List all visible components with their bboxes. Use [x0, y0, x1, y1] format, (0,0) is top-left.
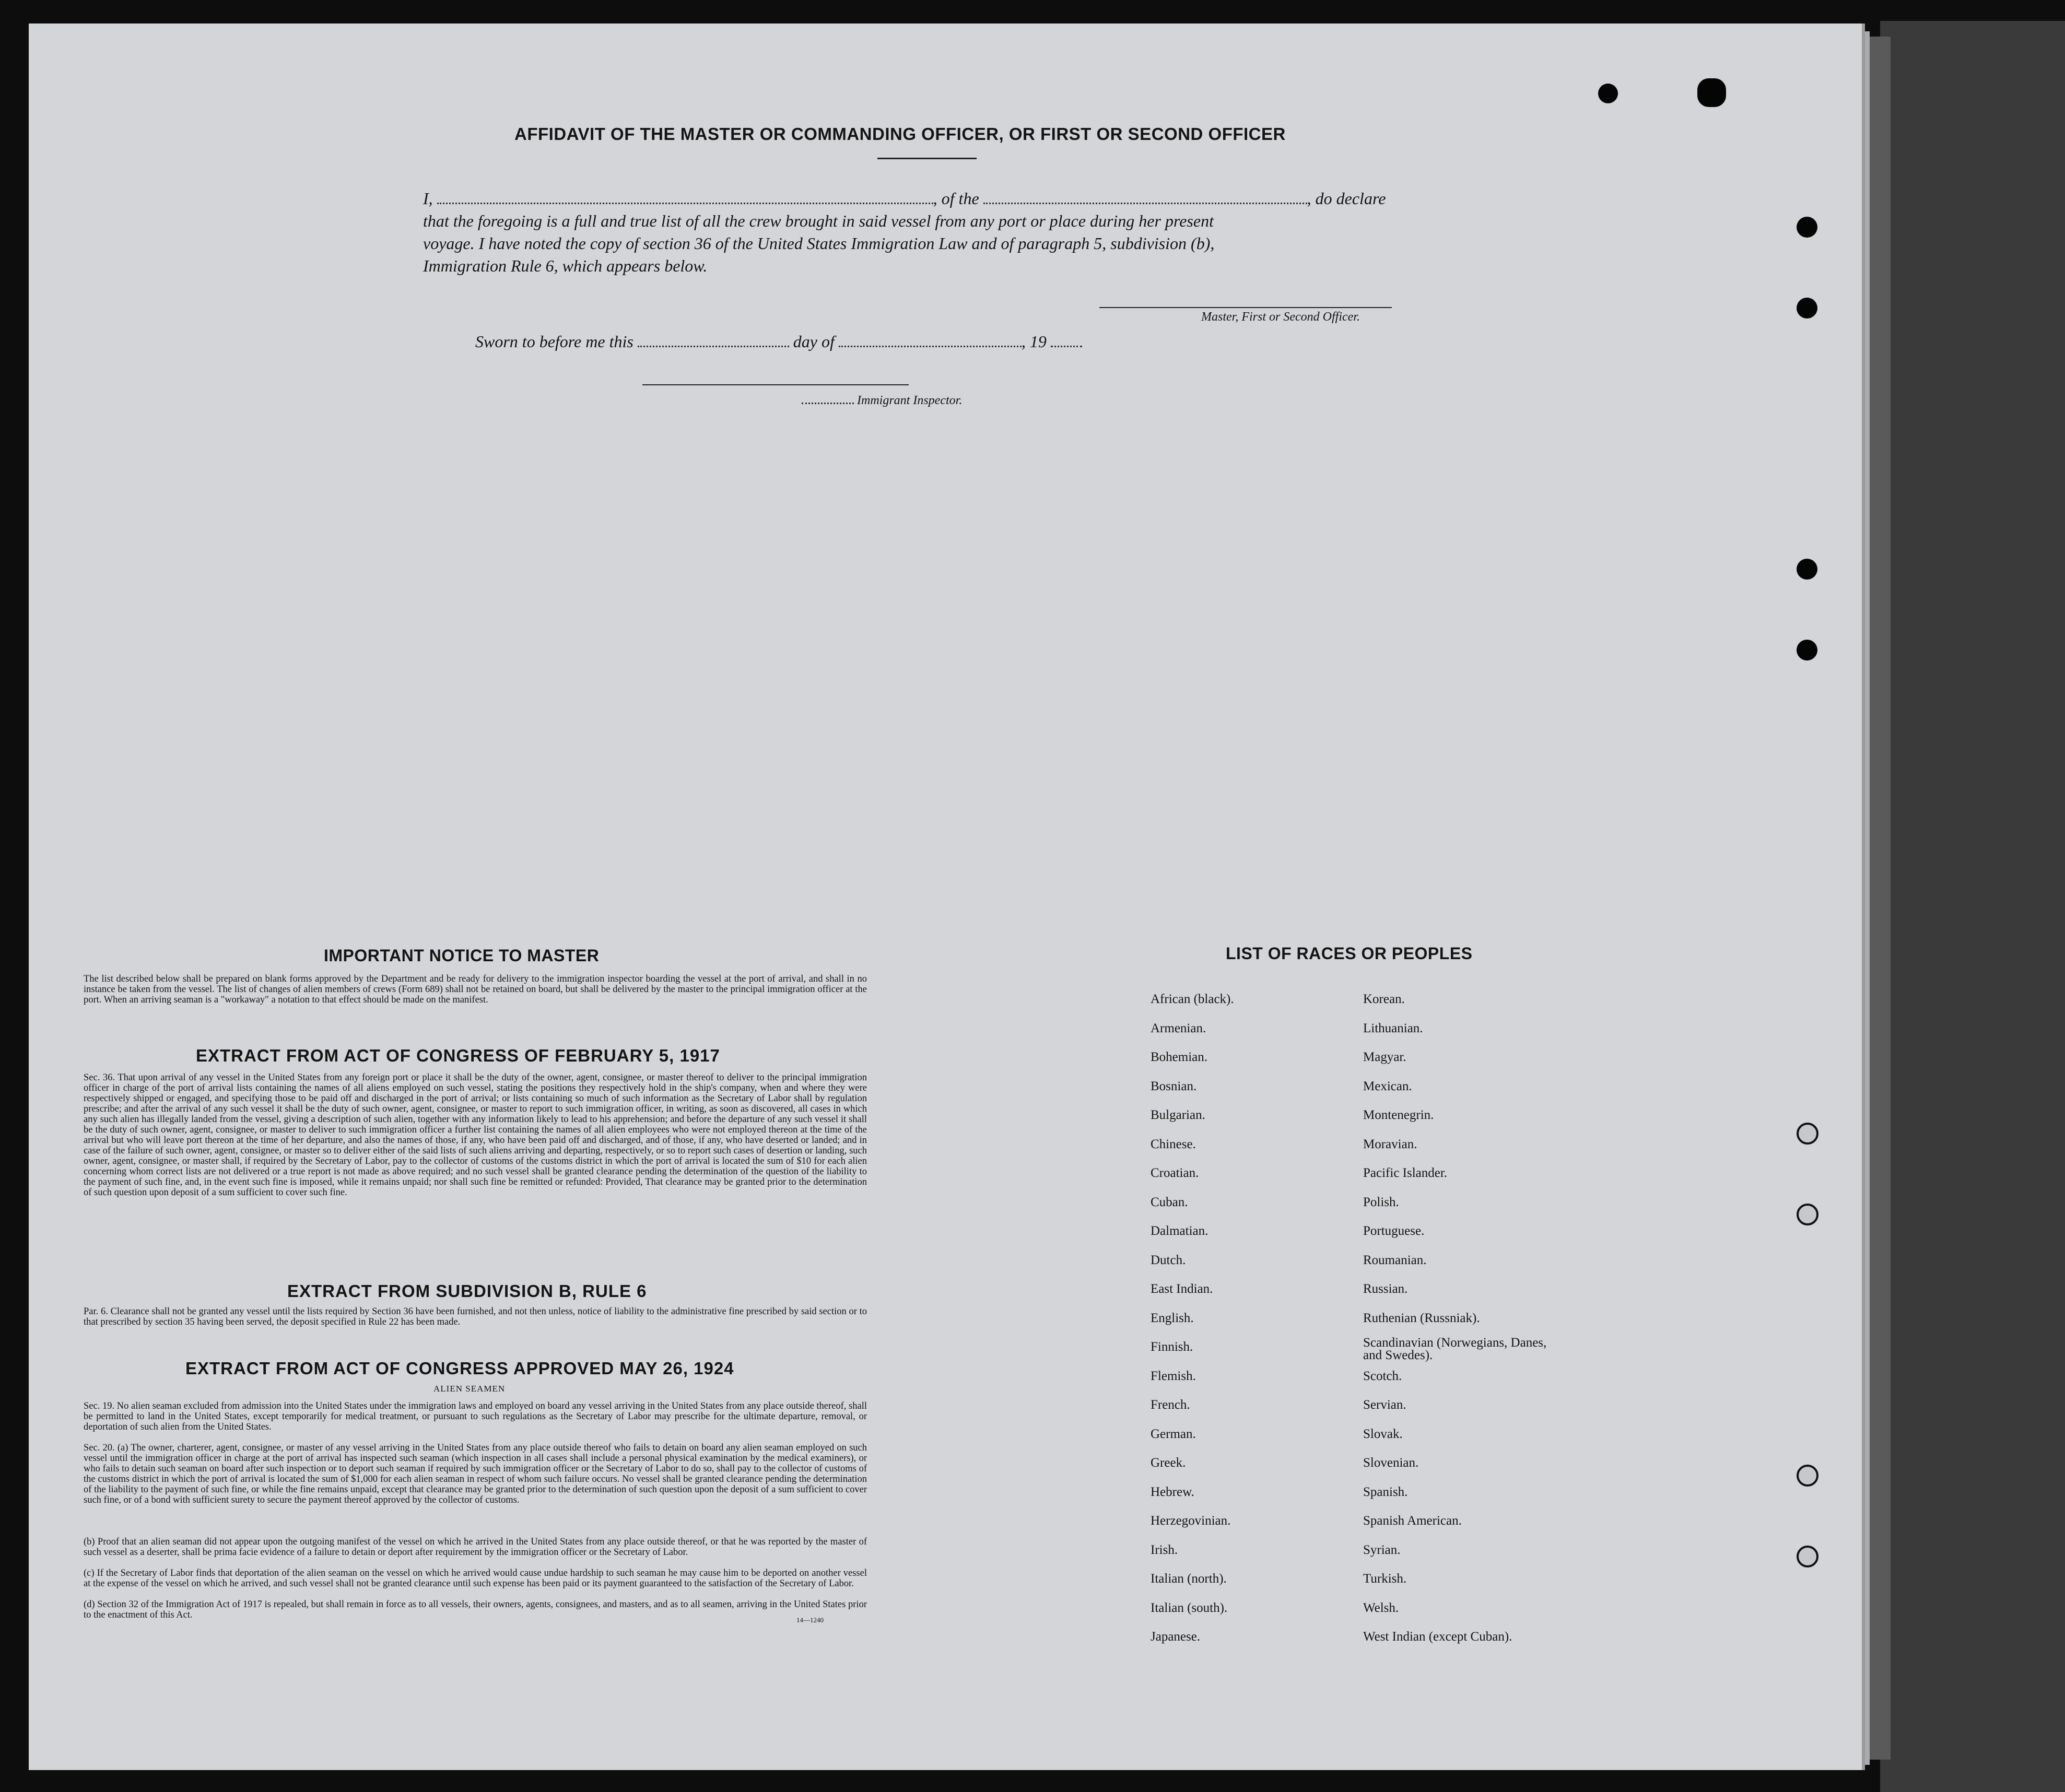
race-item: Mexican.: [1363, 1079, 1412, 1093]
affidavit-line-1: [423, 189, 1386, 208]
race-item: Syrian.: [1363, 1542, 1401, 1557]
races-title: LIST OF RACES OR PEOPLES: [1226, 944, 1473, 963]
race-item: German.: [1151, 1426, 1196, 1441]
affidavit-line-4: Immigration Rule 6, which appears below.: [423, 256, 708, 275]
affidavit-i: I,: [423, 189, 433, 208]
race-item: Pacific Islander.: [1363, 1166, 1448, 1180]
binder-hole: [1797, 1123, 1818, 1145]
race-item: Polish.: [1363, 1195, 1399, 1209]
binder-hole: [1598, 84, 1618, 103]
race-item: Irish.: [1151, 1542, 1178, 1557]
race-item: Slovak.: [1363, 1426, 1403, 1441]
affidavit-do-declare: , do declare: [1307, 189, 1386, 208]
race-item: French.: [1151, 1398, 1190, 1412]
inspector-signature-line[interactable]: [642, 384, 909, 385]
race-item: Slovenian.: [1363, 1456, 1419, 1470]
race-item: Armenian.: [1151, 1021, 1206, 1035]
binder-hole: [1797, 1204, 1818, 1225]
year-prefix: , 19: [1021, 332, 1047, 351]
race-item: Spanish American.: [1363, 1514, 1462, 1528]
race-item: Italian (north).: [1151, 1572, 1227, 1586]
notice-title: IMPORTANT NOTICE TO MASTER: [324, 946, 600, 965]
binder-hole: [1797, 217, 1817, 238]
race-item: Bohemian.: [1151, 1050, 1208, 1064]
race-item: Bosnian.: [1151, 1079, 1197, 1093]
binder-hole: [1797, 298, 1817, 319]
sworn-year-field[interactable]: [1051, 344, 1082, 347]
sec-20c-text: (c) If the Secretary of Labor finds that deportation of the alien seaman on the vessel on which he arrived would cause undue hardship to such seaman he may cause him to be deported on another vessel at the expense of the vessel on which he arrived, and such vessel shall not be granted clearance until such expense has been paid or its payment guaranteed to the satisfaction of the Secretary of Labor.: [84, 1568, 867, 1589]
race-item: Bulgarian.: [1151, 1108, 1205, 1122]
affidavit-line-2: that the foregoing is a full and true list of all the crew brought in said vessel from any port or place during her present: [423, 211, 1214, 230]
sworn-day-field[interactable]: [638, 344, 789, 347]
race-item: Japanese.: [1151, 1630, 1201, 1644]
race-item: West Indian (except Cuban).: [1363, 1630, 1512, 1644]
title-underline: [877, 158, 977, 159]
race-item: East Indian.: [1151, 1282, 1213, 1296]
race-item: Scotch.: [1363, 1369, 1402, 1383]
race-item: Korean.: [1363, 992, 1405, 1006]
day-of-text: day of: [793, 332, 835, 351]
race-item: Lithuanian.: [1363, 1021, 1423, 1035]
binder-hole: [1797, 559, 1817, 580]
notice-body: The list described below shall be prepared on blank forms approved by the Department and be ready for delivery to the immigration inspector boarding the vessel at the port of arrival, and shall in no instance be taken from the vessel. The list of changes of alien members of crews (Form 689) shall not be retained on board, but shall be delivered by the master to the principal immigration officer at the port. When an arriving seaman is a "workaway" a notation to that effect should be made on the manifest.: [84, 974, 867, 1005]
alien-seamen-subtitle: ALIEN SEAMEN: [433, 1384, 506, 1394]
sec-20b-text: (b) Proof that an alien seaman did not appear upon the outgoing manifest of the vessel on which he arrived in the United States from any place outside thereof, or that he was reported by the master of such vessel as a deserter, shall be prima facie evidence of a failure to detain or deport after requirement by the immigration officer or the Secretary of Labor.: [84, 1537, 867, 1558]
extract-rule6-body: Par. 6. Clearance shall not be granted any vessel until the lists required by Section 36 have been furnished, and not then unless, notice of liability to the administrative fine prescribed by said section or to that prescribed by section 35 having been served, the deposit specified in Rule 22 has been made.: [84, 1306, 867, 1327]
officer-name-field[interactable]: [437, 201, 933, 204]
race-item: Dutch.: [1151, 1253, 1186, 1267]
race-item: Turkish.: [1363, 1572, 1407, 1586]
race-item: Chinese.: [1151, 1137, 1196, 1151]
vessel-name-field[interactable]: [983, 201, 1307, 204]
race-item: Roumanian.: [1363, 1253, 1427, 1267]
sec-19-text: Sec. 19. No alien seaman excluded from admission into the United States under the immigration laws and employed on board any vessel arriving in the United States from any place outside thereof, shall be permitted to land in the United States, except temporarily for medical treatment, or pursuant to such regulations as the Secretary of Labor may prescribe for the ultimate departure, removal, or deportation of such alien from the United States.: [84, 1401, 867, 1432]
race-item: African (black).: [1151, 992, 1234, 1006]
document-page: [29, 23, 1865, 1770]
binder-hole: [1697, 78, 1726, 107]
extract-rule6-title: EXTRACT FROM SUBDIVISION B, RULE 6: [287, 1281, 647, 1301]
race-item: Croatian.: [1151, 1166, 1199, 1180]
extract-1924-title: EXTRACT FROM ACT OF CONGRESS APPROVED MAY 26, 1924: [185, 1359, 734, 1378]
binder-hole: [1797, 1546, 1818, 1567]
race-item: Welsh.: [1363, 1600, 1399, 1615]
race-item: Finnish.: [1151, 1340, 1193, 1354]
sec-20a-text: Sec. 20. (a) The owner, charterer, agent, consignee, or master of any vessel arriving in the United States from any place outside thereof who fails to detain on board any alien seaman employed on such vessel until the immigration officer in charge at the port of arrival has inspected such seaman (which inspection in all cases shall include a personal physical examination by the medical examiners), or who fails to detain such seaman on board after such inspection or to deport such seaman if required by such immigration officer or the Secretary of Labor to do so, shall pay to the collector of customs of the customs district in which the port of arrival is located the sum of $1,000 for each alien seaman in respect of whom such failure occurs. No vessel shall be granted clearance pending the determination of the liability to the payment of such fine, or while the fine remains unpaid, except that clearance may be granted prior to the determination of such question upon the deposit of a sum sufficient to cover such fine, or of a bond with sufficient surety to secure the payment thereof approved by the collector of customs.: [84, 1443, 867, 1505]
race-item: Servian.: [1363, 1398, 1406, 1412]
race-item: Moravian.: [1363, 1137, 1417, 1151]
extract-1917-title: EXTRACT FROM ACT OF CONGRESS OF FEBRUARY 5, 1917: [196, 1046, 720, 1065]
race-item: Herzegovinian.: [1151, 1514, 1231, 1528]
binder-hole: [1797, 640, 1817, 661]
binder-edge: [1880, 21, 2065, 1792]
race-item: Italian (south).: [1151, 1600, 1228, 1615]
race-item: Spanish.: [1363, 1484, 1408, 1499]
race-item: Montenegrin.: [1363, 1108, 1434, 1122]
race-item: Magyar.: [1363, 1050, 1406, 1064]
race-item: Cuban.: [1151, 1195, 1188, 1209]
race-item: Russian.: [1363, 1282, 1408, 1296]
sworn-month-field[interactable]: [839, 344, 1022, 347]
binder-hole: [1797, 1465, 1818, 1487]
affidavit-title: AFFIDAVIT OF THE MASTER OR COMMANDING OFFICER, OR FIRST OR SECOND OFFICER: [514, 124, 1286, 144]
master-signature-line[interactable]: [1099, 307, 1392, 308]
sworn-line: [475, 332, 1082, 351]
affidavit-of-the: , of the: [933, 189, 979, 208]
race-item: Hebrew.: [1151, 1484, 1194, 1499]
race-item: Greek.: [1151, 1456, 1186, 1470]
race-item: Ruthenian (Russniak).: [1363, 1311, 1480, 1325]
race-item: Flemish.: [1151, 1369, 1196, 1383]
master-signature-label: Master, First or Second Officer.: [1201, 310, 1360, 324]
extract-1917-body: Sec. 36. That upon arrival of any vessel in the United States from any foreign port or place it shall be the duty of the owner, agent, consignee, or master thereof to deliver to the principal immigration officer in charge of the port of arrival lists containing the names of all aliens employed on such vessel, stating the positions they respectively hold in the ship's company, when and where they were respectively shipped or engaged, and specifying those to be paid off and discharged in the port of arrival; or lists containing so much of such information as the Secretary of Labor shall by regulation prescribe; and after the arrival of any such vessel it shall be the duty of such owner, agent, consignee, or master to report to such immigration officer, in writing, as soon as discovered, all cases in which any such alien has illegally landed from the vessel, giving a description of such alien, together with any information likely to lead to his apprehension; and before the departure of any such vessel it shall be the duty of such owner, agent, consignee, or master to deliver to such immigration officer a further list containing the names of all alien employees who were not employed thereon at the time of the arrival but who will leave port thereon at the time of her departure, and also the names of those, if any, who have been paid off and discharged, and of those, if any, who have deserted or landed; and in case of the failure of such owner, agent, consignee, or master so to deliver either of the said lists of such aliens arriving and departing, respectively, or so to report such cases of desertion or landing, such owner, agent, consignee, or master shall, if required by the Secretary of Labor, pay to the collector of customs of the customs district in which the port of arrival is located the sum of $10 for each alien concerning whom correct lists are not delivered or a true report is not made as above required; and no such vessel shall be granted clearance pending the determination of the question of the liability to the payment of such fine, and, in the event such fine is imposed, while it remains unpaid; nor shall such fine be remitted or refunded: Provided, That clearance may be granted prior to the determination of such question upon deposit of a sum sufficient to cover such fine.: [84, 1072, 867, 1198]
race-item: Dalmatian.: [1151, 1224, 1209, 1238]
sworn-text: Sworn to before me this: [475, 332, 633, 351]
race-item: Portuguese.: [1363, 1224, 1425, 1238]
form-number: 14—1240: [796, 1616, 824, 1624]
affidavit-line-3: voyage. I have noted the copy of section 36 of the United States Immigration Law and of paragraph 5, subdivision (b),: [423, 234, 1215, 253]
inspector-label-text: Immigrant Inspector.: [857, 394, 963, 407]
sec-20d-text: (d) Section 32 of the Immigration Act of 1917 is repealed, but shall remain in force as to all vessels, their owners, agents, consignees, and masters, and as to all seamen, arriving in the United States prior to the enactment of this Act.: [84, 1599, 867, 1620]
race-item: Scandinavian (Norwegians, Danes, and Swedes).: [1363, 1336, 1547, 1362]
inspector-signature-label: [802, 394, 962, 408]
race-item: English.: [1151, 1311, 1194, 1325]
